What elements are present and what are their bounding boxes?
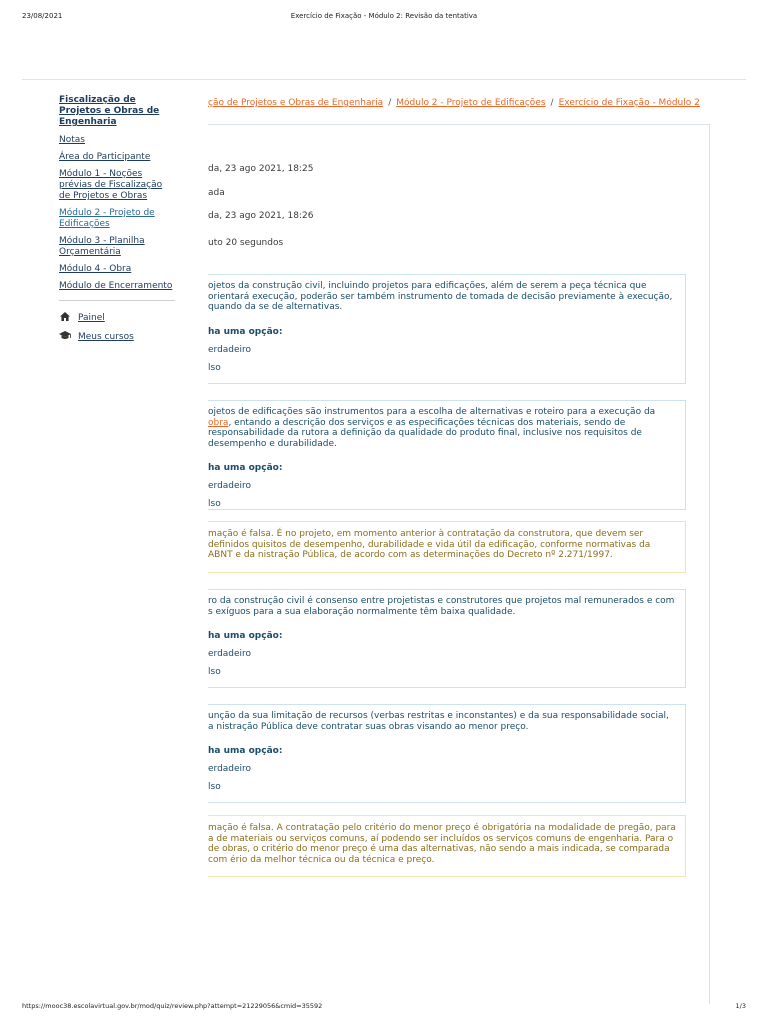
option-verdadeiro[interactable]: erdadeiro: [208, 481, 252, 491]
sidebar-item-encerramento[interactable]: Módulo de Encerramento: [59, 281, 173, 291]
question-card-4: [208, 704, 686, 803]
summary-completed: da, 23 ago 2021, 18:26: [208, 211, 314, 221]
option-verdadeiro[interactable]: erdadeiro: [208, 344, 252, 355]
question-prompt: ha uma opção:: [208, 326, 283, 337]
sidebar-link-painel[interactable]: [59, 312, 175, 324]
breadcrumb-separator: /: [550, 98, 554, 108]
home-icon: [59, 312, 71, 324]
sidebar-link-meus-cursos-label[interactable]: Meus cursos: [78, 331, 134, 342]
print-url: https://mooc38.escolavirtual.gov.br/mod/quiz/review.php?attempt=21229056&cmid=35592: [22, 1002, 323, 1010]
question-text-part: ojetos de edificações são instrumentos para a escolha de alternativas e roteiro para a execução da: [208, 407, 656, 417]
question-text: unção da sua limitação de recursos (verbas restritas e inconstantes) e da sua responsabilidade social, a nistração Pública deve contratar suas obras visando ao menor preço.: [208, 711, 669, 732]
question-prompt: ha uma opção:: [208, 746, 283, 756]
option-falso[interactable]: lso: [208, 667, 221, 677]
breadcrumb: [208, 98, 708, 108]
summary-duration: uto 20 segundos: [208, 238, 284, 248]
navbar-divider: [22, 79, 746, 80]
question-text-part: , entando a descrição dos serviços e as especificações técnicas dos materiais, sendo de responsabilidade da rutora a definição da qualidade do produto final, inclusive nos requisitos de desempenho e durabilidade.: [208, 417, 642, 449]
feedback-card-2: [208, 521, 686, 573]
sidebar-course-title[interactable]: Fiscalização de Projetos e Obras de Engenharia: [59, 95, 160, 127]
feedback-card-4: [208, 815, 686, 877]
sidebar-item-area-participante[interactable]: Área do Participante: [59, 152, 151, 162]
sidebar-item-modulo-1[interactable]: Módulo 1 - Noções prévias de Fiscalização de Projetos e Obras: [59, 169, 163, 201]
sidebar-divider: [59, 300, 175, 301]
option-falso[interactable]: lso: [208, 782, 221, 792]
question-text: ojetos da construção civil, incluindo projetos para edificações, além de serem a peça técnica que orientará execução, poderão ser também instrumento de tomada de decisão previamente à execução, quando da se de alternativas.: [208, 281, 673, 312]
sidebar-item-modulo-3[interactable]: Módulo 3 - Planilha Orçamentária: [59, 236, 145, 257]
sidebar-item-modulo-2[interactable]: Módulo 2 - Projeto de Edificações: [59, 208, 155, 229]
breadcrumb-item-curso[interactable]: ção de Projetos e Obras de Engenharia: [208, 98, 384, 108]
sidebar-link-meus-cursos[interactable]: [59, 331, 175, 343]
sidebar-item-modulo-4[interactable]: Módulo 4 - Obra: [59, 264, 132, 274]
question-text: ro da construção civil é consenso entre projetistas e construtores que projetos mal remunerados e com s exíguos para a sua elaboração normalmente têm baixa qualidade.: [208, 596, 675, 617]
breadcrumb-item-exercicio[interactable]: Exercício de Fixação - Módulo 2: [558, 98, 700, 108]
summary-state: ada: [208, 188, 225, 198]
question-prompt: ha uma opção:: [208, 463, 283, 473]
option-verdadeiro[interactable]: erdadeiro: [208, 764, 252, 774]
question-card-1: [208, 274, 686, 384]
feedback-text: mação é falsa. A contratação pelo critério do menor preço é obrigatória na modalidade de pregão, para a de materiais ou serviços comuns, aí podendo ser incluídos os serviços comuns de engenharia. Para o de obras, o critério do menor preço é uma das alternativas, não sendo a mais indicada, se comparada com ério da melhor técnica ou da técnica e preço.: [208, 823, 676, 865]
option-falso[interactable]: lso: [208, 499, 221, 509]
question-prompt: ha uma opção:: [208, 631, 283, 641]
print-document-title: Exercício de Fixação - Módulo 2: Revisão da tentativa: [290, 12, 478, 20]
feedback-text: mação é falsa. É no projeto, em momento anterior à contratação da construtora, que devem ser definidos quisitos de desempenho, durabilidade e vida útil da edificação, conforme normativas da ABNT e da nistração Pública, de acordo com as determinações do Decreto nº 2.271/1997.: [208, 529, 651, 560]
sidebar-link-painel-label[interactable]: Painel: [78, 312, 105, 323]
summary-started: da, 23 ago 2021, 18:25: [208, 164, 314, 174]
print-page-number: 1/3: [735, 1002, 746, 1010]
question-text: [208, 407, 677, 449]
option-verdadeiro[interactable]: erdadeiro: [208, 649, 252, 659]
graduation-cap-icon: [59, 331, 71, 343]
print-header: [22, 12, 746, 24]
print-date: 23/08/2021: [22, 12, 63, 20]
sidebar: [59, 95, 175, 350]
sidebar-item-notas[interactable]: Notas: [59, 135, 85, 145]
question-card-3: [208, 589, 686, 688]
glossary-link-obra[interactable]: obra: [208, 417, 229, 428]
option-falso[interactable]: lso: [208, 362, 221, 373]
breadcrumb-item-modulo-2[interactable]: Módulo 2 - Projeto de Edificações: [396, 98, 546, 108]
breadcrumb-separator: /: [388, 98, 392, 108]
question-card-2: [208, 400, 686, 510]
